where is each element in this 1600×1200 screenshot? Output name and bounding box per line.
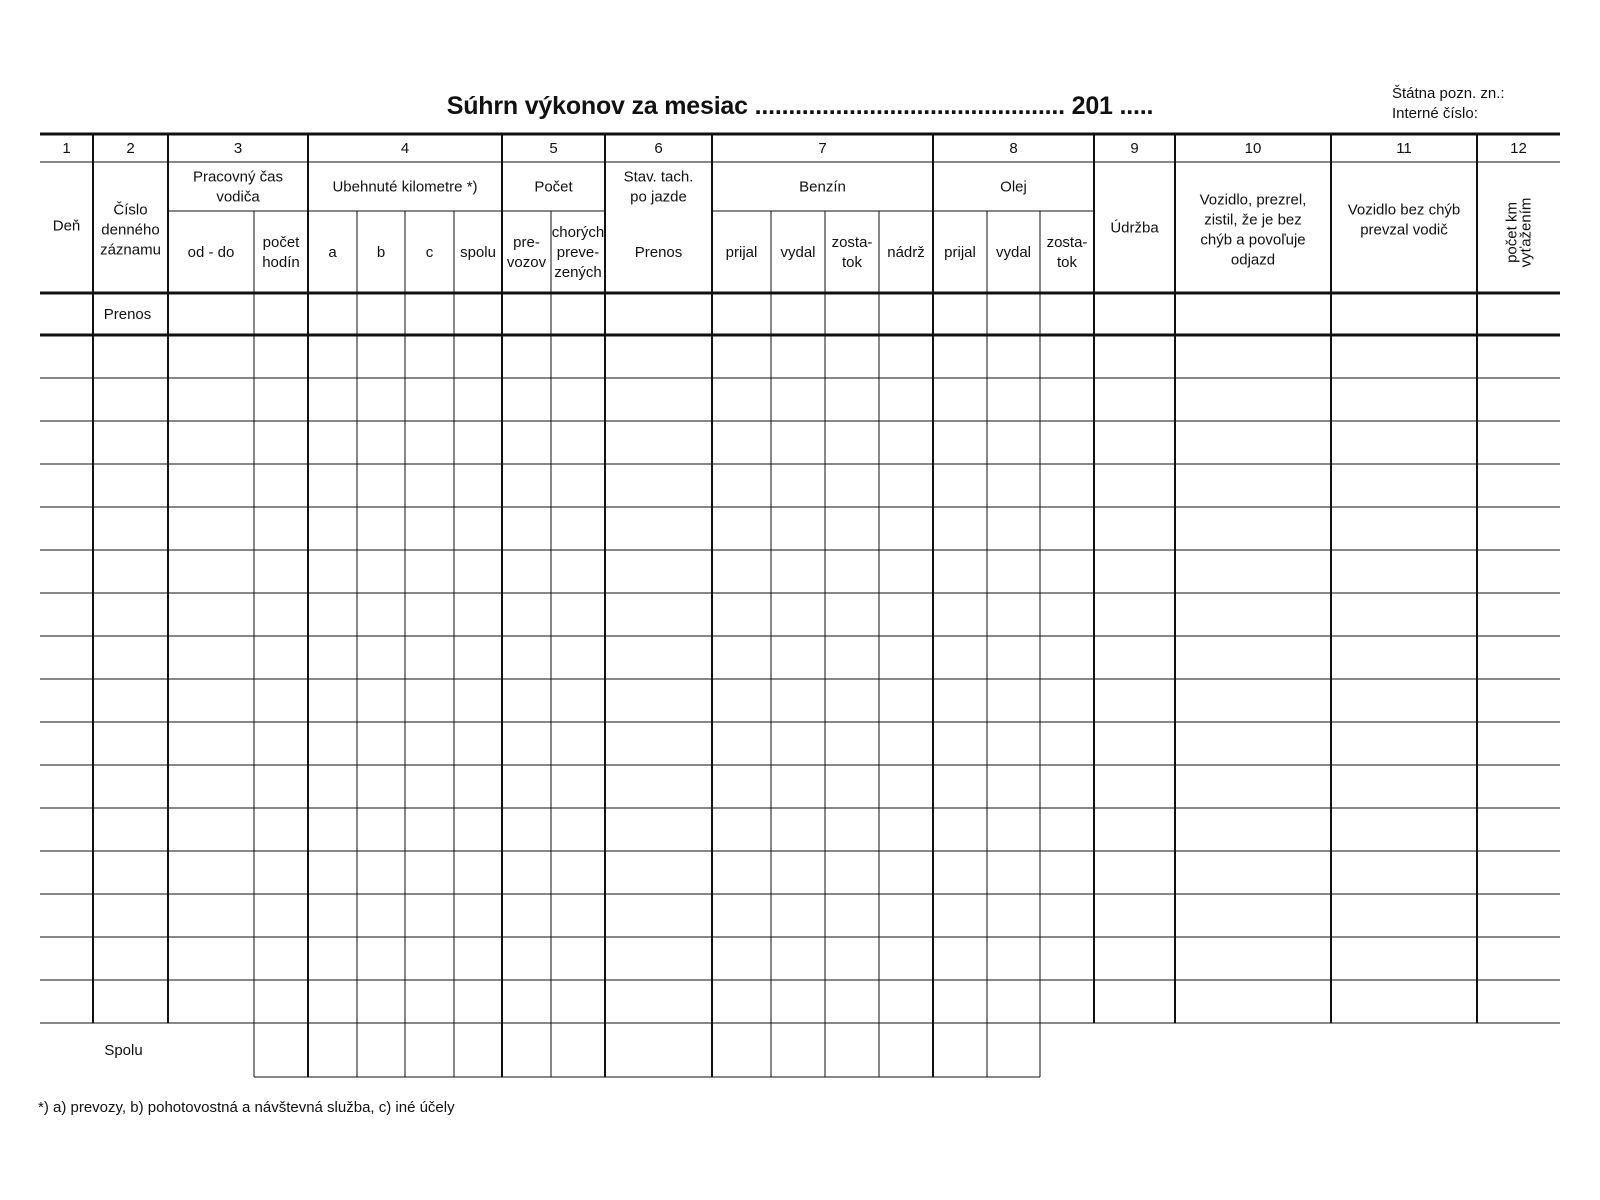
header-benzin: Benzín [799,178,846,196]
header-den: Deň [52,217,81,235]
header-prenos: Prenos [634,244,683,261]
column-number-9: 9 [1130,140,1139,157]
column-number-2: 2 [126,140,135,157]
column-number-12: 12 [1510,140,1527,157]
column-number-1: 1 [62,140,71,157]
column-number-11: 11 [1396,140,1412,157]
header-pocet-km: počet kmvyťažením [1503,197,1535,268]
header-pocet: Počet [534,178,573,196]
header-km-b: b [376,244,386,261]
column-number-8: 8 [1009,140,1018,157]
header-vozidlo-prezrel: Vozidlo, prezrel, zistil, že je bez chýb a povoľuje odjazd [1199,191,1307,269]
header-km-a: a [328,244,337,261]
page-title: Súhrn výkonov za mesiac .............................................. 201 ..... [446,92,1154,120]
header-od-do: od - do [187,244,235,261]
prenos-row-label: Prenos [103,306,152,323]
statna-pozn-label: Štátna pozn. zn.: [1392,85,1505,102]
header-ubehnute-km: Ubehnuté kilometre *) [332,178,478,196]
header-chorych: chorých preve-zených [551,224,605,281]
header-vozidlo-prevzal: Vozidlo bez chýb prevzal vodič [1347,201,1461,239]
footnote: *) a) prevozy, b) pohotovostná a návštevná služba, c) iné účely [38,1099,455,1116]
header-pracovny-cas: Pracovný čas vodiča [192,168,284,206]
header-olej-zostatok: zosta-tok [1046,234,1088,271]
header-prevozov: pre-vozov [506,234,547,271]
header-stav-tach: Stav. tach. po jazde [623,168,694,206]
header-benzin-prijal: prijal [725,244,758,261]
column-number-4: 4 [400,140,410,157]
header-benzin-nadrz: nádrž [887,244,925,261]
header-olej: Olej [1000,178,1027,196]
column-number-10: 10 [1244,140,1262,157]
header-pocet-hodin: počet hodín [262,234,300,271]
column-number-7: 7 [818,140,827,157]
header-km-c: c [425,244,434,261]
header-olej-prijal: prijal [944,244,976,261]
header-km-spolu: spolu [460,244,496,261]
header-benzin-vydal: vydal [780,244,816,261]
column-number-6: 6 [654,140,663,157]
interne-cislo-label: Interné číslo: [1392,105,1478,122]
column-number-5: 5 [549,140,558,157]
spolu-label: Spolu [104,1042,143,1059]
header-cislo-zaznamu: Číslo denného záznamu [100,201,161,259]
column-number-3: 3 [233,140,243,157]
header-benzin-zostatok: zosta-tok [831,234,873,271]
header-olej-vydal: vydal [995,244,1032,261]
header-udrzba: Údržba [1110,219,1159,237]
